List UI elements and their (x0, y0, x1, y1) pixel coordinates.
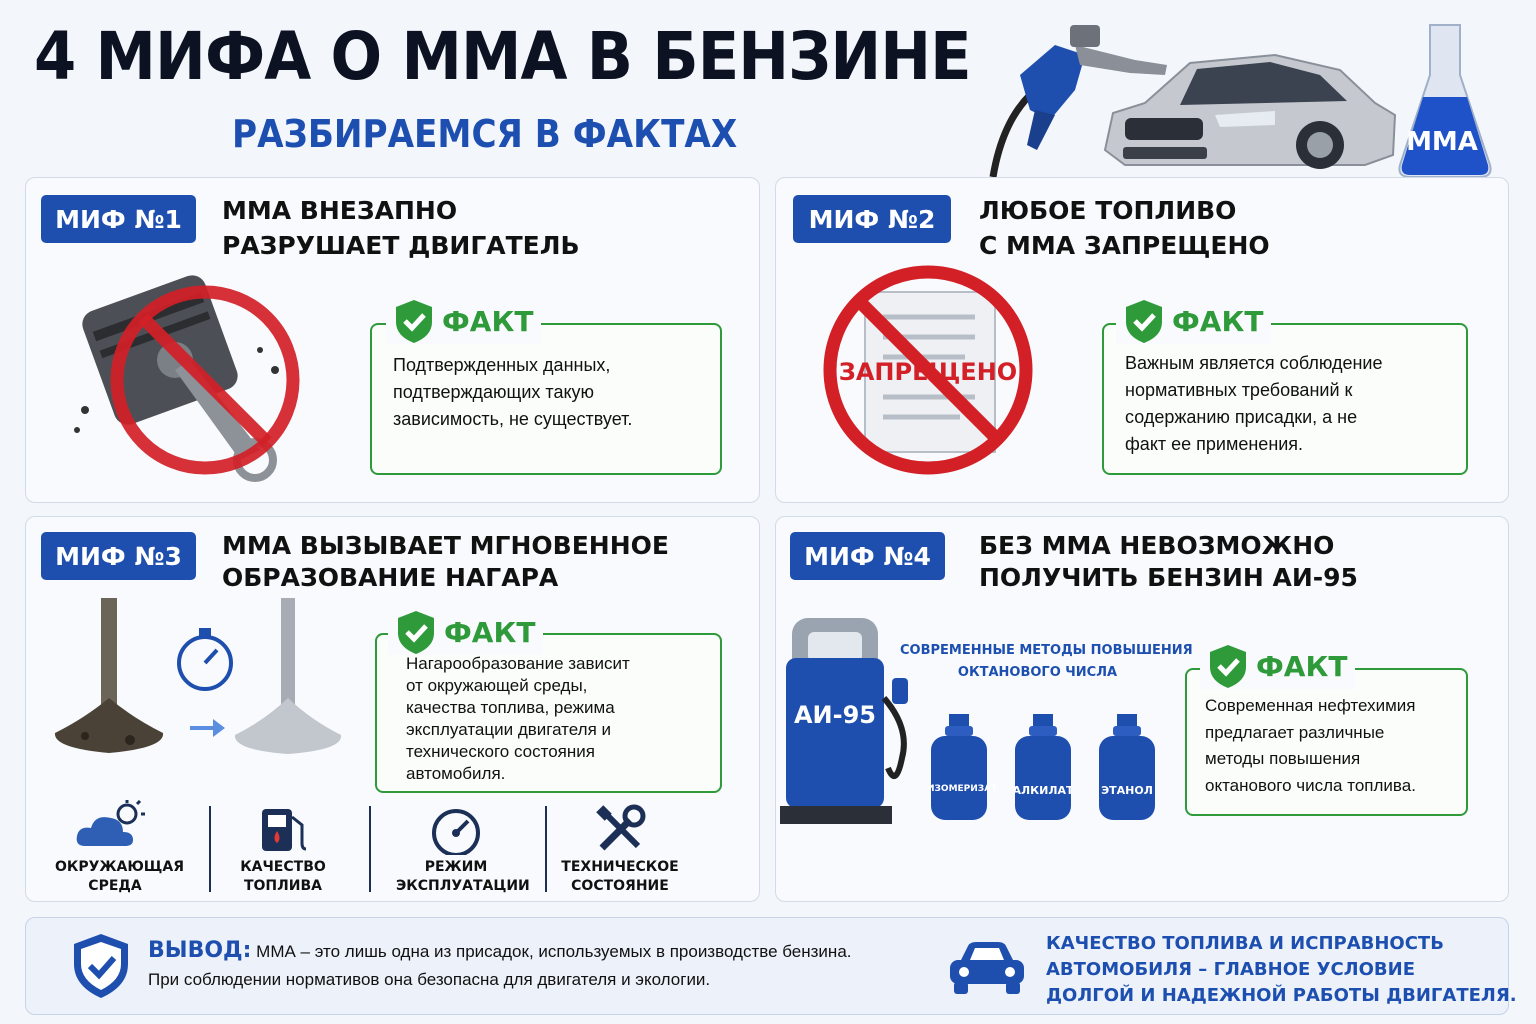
fuel-station-pump (780, 618, 920, 830)
fact-header-1 (386, 298, 541, 344)
conclusion-label: ВЫВОД: (148, 938, 252, 963)
fact-line: эксплуатации двигателя и (406, 720, 612, 739)
conclusion-line-2: При соблюдении нормативов она безопасна для двигателя и экологии. (148, 970, 711, 989)
fact-line: от окружающей среды, (406, 676, 588, 695)
method-label: ИЗОМЕРИЗАТ (927, 784, 998, 794)
conclusion-text (148, 937, 852, 994)
myth-heading-2-line: С ММА ЗАПРЕЩЕНО (979, 231, 1270, 260)
fact-header-2 (1116, 298, 1271, 344)
myth-heading-3-line: ОБРАЗОВАНИЕ НАГАРА (222, 563, 559, 592)
factor-label-operation-mode: РЕЖИМ ЭКСПЛУАТАЦИИ (396, 859, 530, 894)
shield-check-icon (70, 932, 132, 1000)
fact-line: методы повышения (1205, 749, 1361, 768)
fact-line: технического состояния (406, 742, 595, 761)
fact-label: ФАКТ (442, 304, 534, 338)
method-can-1 (927, 712, 998, 822)
factor-label-fuel-quality: КАЧЕСТВО ТОПЛИВА (240, 859, 326, 894)
myth-heading-4-line: БЕЗ ММА НЕВОЗМОЖНО (979, 531, 1335, 560)
myth-heading-1-line: ММА ВНЕЗАПНО (222, 196, 458, 225)
fact-label: ФАКТ (1172, 304, 1264, 338)
myth-badge-2: МИФ №2 (793, 195, 951, 243)
fact-line: Современная нефтехимия (1205, 696, 1416, 715)
fact-header-3 (388, 609, 543, 655)
shield-check-icon (392, 298, 436, 344)
factor-label-environment: ОКРУЖАЮЩАЯ СРЕДА (55, 859, 184, 894)
myth-badge-1: МИФ №1 (41, 195, 196, 243)
fact-line: качества топлива, режима (406, 698, 615, 717)
piston-banned-illustration (55, 260, 315, 490)
gauge-icon (428, 805, 484, 855)
fact-line: нормативных требований к (1125, 380, 1353, 400)
canister-icon (1095, 712, 1159, 822)
pump-label: АИ-95 (793, 701, 877, 729)
myth-heading-3 (222, 530, 669, 594)
header-illustration (975, 15, 1515, 187)
fact-line: подтверждающих такую (393, 382, 595, 402)
canister-icon (1011, 712, 1075, 822)
myth-heading-4-line: ПОЛУЧИТЬ БЕНЗИН АИ-95 (979, 563, 1358, 592)
tools-icon (594, 804, 646, 856)
myth-heading-2 (979, 193, 1270, 263)
arrow-right-icon (190, 719, 225, 737)
shield-check-icon (1206, 643, 1250, 689)
stopwatch-icon (179, 628, 231, 689)
fact-text-2 (1125, 350, 1383, 458)
method-can-2 (1011, 712, 1075, 822)
fact-text-4 (1205, 693, 1416, 799)
fact-label: ФАКТ (444, 615, 536, 649)
fact-label: ФАКТ (1256, 649, 1348, 683)
flask-icon (1399, 25, 1490, 177)
fact-line: зависимость, не существует. (393, 409, 633, 429)
factor-label-tech-condition: ТЕХНИЧЕСКОЕ СОСТОЯНИЕ (561, 859, 679, 894)
car-icon (946, 940, 1028, 996)
fact-line: содержанию присадки, а не (1125, 407, 1358, 427)
fuel-pump-icon (258, 803, 314, 855)
shield-check-icon (394, 609, 438, 655)
myth-heading-1 (222, 193, 580, 263)
fact-line: Подтвержденных данных, (393, 355, 611, 375)
fact-line: октанового числа топлива. (1205, 775, 1416, 795)
myth-heading-2-line: ЛЮБОЕ ТОПЛИВО (979, 196, 1237, 225)
fact-line: Важным является соблюдение (1125, 353, 1383, 373)
conclusion-line-1: ММА – это лишь одна из присадок, используемых в производстве бензина. (256, 942, 852, 961)
myth-heading-1-line: РАЗРУШАЕТ ДВИГАТЕЛЬ (222, 231, 580, 260)
fact-line: факт ее применения. (1125, 434, 1304, 454)
valve-comparison-illustration (45, 598, 365, 778)
page-title: 4 МИФА О ММА В БЕНЗИНЕ (34, 18, 971, 95)
cloud-sun-icon (75, 800, 155, 852)
method-can-3 (1095, 712, 1159, 822)
myth-badge-3: МИФ №3 (41, 532, 196, 580)
method-label: АЛКИЛАТ (1012, 784, 1074, 797)
right-note: КАЧЕСТВО ТОПЛИВА И ИСПРАВНОСТЬ АВТОМОБИЛЯ – ГЛАВНОЕ УСЛОВИЕ ДОЛГОЙ И НАДЕЖНОЙ РАБОТЫ ДВИГАТЕЛЯ. (1046, 933, 1517, 1006)
fact-text-3 (406, 653, 630, 785)
methods-title: СОВРЕМЕННЫЕ МЕТОДЫ ПОВЫШЕНИЯ ОКТАНОВОГО ЧИСЛА (900, 643, 1193, 680)
divider (209, 806, 211, 892)
myth-heading-3-line: ММА ВЫЗЫВАЕТ МГНОВЕННОЕ (222, 531, 669, 560)
divider (369, 806, 371, 892)
fact-line: Нагарообразование зависит (406, 654, 630, 673)
document-banned-illustration (815, 262, 1045, 492)
fact-line: автомобиля. (406, 764, 506, 783)
flask-label: ММА (1406, 127, 1478, 157)
clean-valve-icon (235, 598, 341, 754)
fact-header-4 (1200, 643, 1355, 689)
dirty-valve-icon (55, 598, 163, 753)
method-label: ЭТАНОЛ (1101, 784, 1153, 797)
fact-line: предлагает различные (1205, 722, 1385, 742)
fact-text-1 (393, 352, 632, 433)
stamp-text: ЗАПРЕЩЕНО (838, 358, 1018, 386)
canister-icon (927, 712, 998, 822)
divider (545, 806, 547, 892)
myth-heading-4 (979, 530, 1358, 594)
myth-badge-4: МИФ №4 (790, 532, 945, 580)
page-subtitle: РАЗБИРАЕМСЯ В ФАКТАХ (232, 112, 738, 156)
shield-check-icon (1122, 298, 1166, 344)
